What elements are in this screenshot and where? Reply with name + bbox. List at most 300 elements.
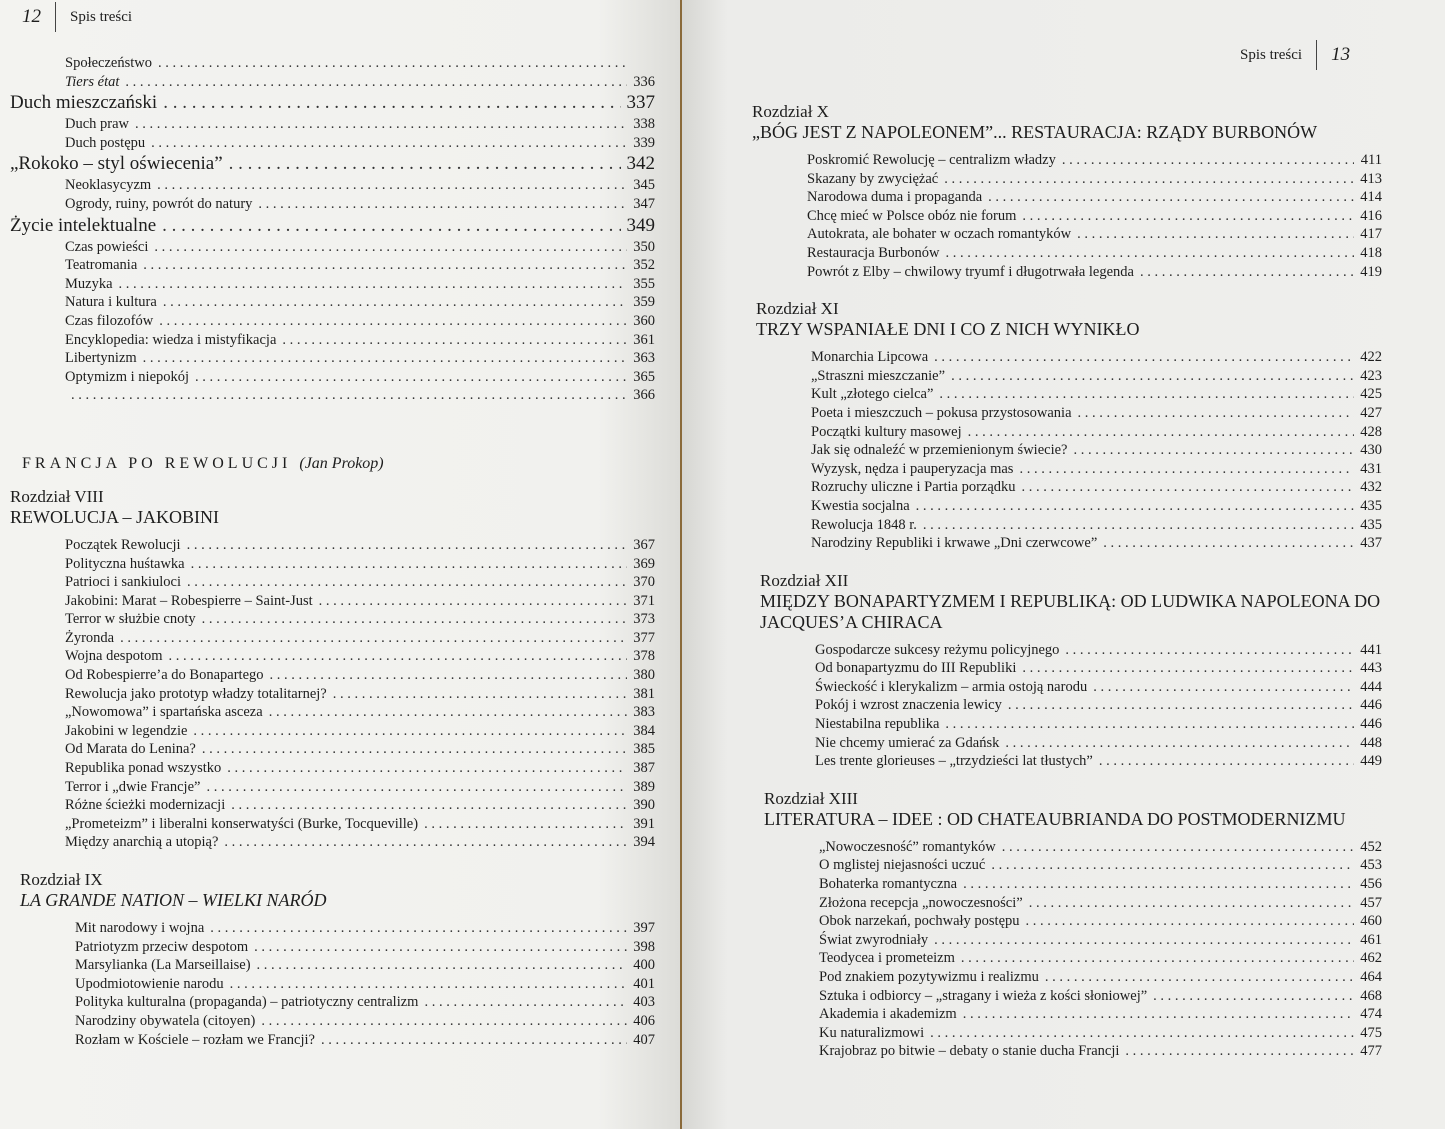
part-author: (Jan Prokop) xyxy=(299,454,384,472)
toc-entry-page: 349 xyxy=(626,214,655,236)
chapter-block xyxy=(764,789,1382,1061)
toc-entry-page: 342 xyxy=(626,153,655,175)
toc-entry-title: Tiers état xyxy=(65,73,120,90)
toc-entry-page: 345 xyxy=(633,177,655,194)
toc-entry-page: 383 xyxy=(633,704,655,721)
toc-entry-title: Nie chcemy umierać za Gdańsk xyxy=(815,734,1000,751)
toc-entry-title: Muzyka xyxy=(65,275,113,292)
toc-dot-leader xyxy=(1029,894,1354,913)
toc-entry-page: 397 xyxy=(633,920,655,936)
toc-entry-page: 367 xyxy=(633,536,655,553)
toc-entry-page: 373 xyxy=(633,611,655,628)
toc-entry-title: Obok narzekań, pochwały postępu xyxy=(819,913,1020,930)
toc-entry-title: Rozłam w Kościele – rozłam we Francji? xyxy=(75,1031,315,1048)
toc-dot-leader xyxy=(159,312,627,331)
toc-dot-leader xyxy=(934,348,1354,367)
toc-dot-leader xyxy=(944,170,1354,189)
toc-entry-title: Akademia i akademizm xyxy=(819,1006,957,1023)
toc-entry-page: 460 xyxy=(1360,913,1382,930)
toc-dot-leader xyxy=(1045,968,1354,987)
toc-entry-page: 444 xyxy=(1360,678,1382,695)
toc-entry-title: Restauracja Burbonów xyxy=(807,244,940,261)
toc-entry-title: Polityka kulturalna (propaganda) – patriotyczny centralizm xyxy=(75,994,419,1011)
toc-entry-title: Od bonapartyzmu do III Republiki xyxy=(815,660,1017,677)
toc-entry-title: Natura i kultura xyxy=(65,294,157,311)
toc-dot-leader xyxy=(1078,404,1354,423)
toc-entry-title: Pod znakiem pozytywizmu i realizmu xyxy=(819,969,1039,985)
chapter-title: REWOLUCJA – JAKOBINI xyxy=(10,506,219,527)
toc-dot-leader xyxy=(1022,659,1354,678)
toc-entry xyxy=(20,975,655,994)
toc-dot-leader xyxy=(119,275,627,294)
toc-entry xyxy=(10,386,655,405)
toc-entry-title: Sztuka i odbiorcy – „stragany i wieża z kości słoniowej” xyxy=(819,987,1148,1004)
toc-entry xyxy=(764,856,1382,875)
toc-dot-leader xyxy=(270,666,627,685)
toc-entry-page: 377 xyxy=(633,629,655,646)
toc-entry xyxy=(752,151,1382,170)
toc-entry xyxy=(10,73,655,92)
toc-entry-title: Duch postępu xyxy=(65,134,146,151)
toc-entry-title: Czas filozofów xyxy=(65,312,154,329)
toc-dot-leader xyxy=(333,685,627,704)
toc-entry-title: Początek Rewolucji xyxy=(65,536,181,553)
chapter-label: Rozdział XIII xyxy=(764,788,858,808)
toc-dot-leader xyxy=(206,778,627,797)
toc-entry-page: 378 xyxy=(633,648,655,665)
toc-dot-leader xyxy=(1005,734,1354,753)
toc-entry xyxy=(756,497,1382,516)
toc-entry-page: 360 xyxy=(633,312,655,329)
toc-dot-leader xyxy=(254,938,627,957)
chapter-block xyxy=(752,102,1382,281)
toc-entry-title: Ogrody, ruiny, powrót do natury xyxy=(65,195,253,212)
toc-entry-page: 371 xyxy=(633,592,655,609)
toc-entry-title: Teodycea i prometeizm xyxy=(819,950,955,967)
toc-entry-title: Społeczeństwo xyxy=(65,55,152,71)
toc-entry-page: 369 xyxy=(633,555,655,572)
toc-dot-leader xyxy=(202,740,627,759)
toc-entry-page: 352 xyxy=(633,257,655,274)
toc-entry xyxy=(10,331,655,350)
chapter-entries xyxy=(20,919,655,1049)
toc-dot-leader xyxy=(143,256,627,275)
toc-entry xyxy=(760,678,1382,697)
toc-entry xyxy=(764,912,1382,931)
toc-entry xyxy=(756,460,1382,479)
toc-dot-leader xyxy=(988,188,1354,207)
right-toc-column xyxy=(752,92,1382,1079)
toc-entry-title: Narodowa duma i propaganda xyxy=(807,189,983,206)
toc-dot-leader xyxy=(210,919,627,938)
toc-entry xyxy=(10,91,655,115)
toc-entry-page: 385 xyxy=(633,741,655,758)
toc-entry-page: 449 xyxy=(1360,753,1382,770)
toc-entry-title: Świeckość i klerykalizm – armia ostoją narodu xyxy=(815,678,1088,695)
toc-dot-leader xyxy=(163,91,620,115)
toc-entry xyxy=(760,734,1382,753)
right-page xyxy=(682,0,1445,1129)
toc-dot-leader xyxy=(191,555,627,574)
toc-dot-leader xyxy=(125,73,627,92)
toc-entry xyxy=(10,815,655,834)
toc-entry xyxy=(764,987,1382,1006)
chapter-label: Rozdział XI xyxy=(756,299,839,319)
toc-entry-page: 384 xyxy=(633,722,655,739)
toc-entry-page: 350 xyxy=(633,238,655,255)
toc-entry xyxy=(10,833,655,852)
toc-entry xyxy=(756,478,1382,497)
toc-dot-leader xyxy=(1065,641,1354,660)
toc-entry-title: Monarchia Lipcowa xyxy=(811,349,929,366)
toc-dot-leader xyxy=(923,516,1354,535)
toc-dot-leader xyxy=(961,949,1354,968)
toc-entry-page: 398 xyxy=(633,938,655,955)
toc-entry-title: Wyzysk, nędza i pauperyzacja mas xyxy=(811,460,1014,477)
toc-entry-title: „Straszni mieszczanie” xyxy=(811,367,946,384)
toc-entry-page: 338 xyxy=(633,116,655,133)
toc-dot-leader xyxy=(424,993,627,1012)
toc-entry xyxy=(10,275,655,294)
toc-entry-title: „Prometeizm” i liberalni konserwatyści (Burke, Tocqueville) xyxy=(65,815,419,832)
toc-dot-leader xyxy=(193,722,627,741)
toc-entry xyxy=(752,244,1382,263)
toc-dot-leader xyxy=(135,115,627,134)
toc-entry-page: 339 xyxy=(633,134,655,151)
toc-entry xyxy=(10,152,655,176)
chapter-title: LITERATURA – IDEE : OD CHATEAUBRIANDA DO POSTMODERNIZMU xyxy=(764,808,1346,829)
toc-entry-page: 394 xyxy=(633,834,655,851)
toc-entry-page: 468 xyxy=(1360,987,1382,1004)
toc-entry-title: „Rokoko – styl oświecenia” xyxy=(10,153,223,175)
chapter-block xyxy=(756,299,1382,553)
toc-entry-title: Życie intelektualne xyxy=(10,214,157,236)
toc-entry-title: Marsylianka (La Marseillaise) xyxy=(75,957,251,974)
toc-entry-page: 422 xyxy=(1360,349,1382,366)
toc-dot-leader xyxy=(163,293,627,312)
toc-entry-title: Libertynizm xyxy=(65,350,137,367)
toc-dot-leader xyxy=(968,423,1354,442)
toc-dot-leader xyxy=(230,975,627,994)
toc-entry-title: Upodmiotowienie narodu xyxy=(75,975,224,992)
toc-entry-page: 401 xyxy=(633,975,655,992)
toc-entry-page: 413 xyxy=(1360,170,1382,187)
toc-entry-page: 336 xyxy=(633,73,655,90)
toc-dot-leader xyxy=(1073,441,1354,460)
toc-entry-page: 452 xyxy=(1360,838,1382,855)
toc-entry xyxy=(10,256,655,275)
toc-entry-title: Skazany by zwyciężać xyxy=(807,170,939,187)
toc-entry xyxy=(10,293,655,312)
toc-entry-title: Poeta i mieszczuch – pokusa przystosowania xyxy=(811,404,1072,421)
toc-dot-leader xyxy=(319,592,627,611)
toc-entry xyxy=(10,115,655,134)
toc-dot-leader xyxy=(158,54,627,73)
toc-dot-leader xyxy=(1022,207,1354,226)
toc-entry-page: 446 xyxy=(1360,697,1382,714)
toc-entry-title: Krajobraz po bitwie – debaty o stanie ducha Francji xyxy=(819,1043,1120,1060)
toc-entry xyxy=(752,188,1382,207)
toc-entry-title: Żyronda xyxy=(65,629,115,646)
chapter-entries xyxy=(760,641,1382,771)
toc-entry-title: Autokrata, ale bohater w oczach romantyków xyxy=(807,226,1072,243)
toc-entry-page: 428 xyxy=(1360,423,1382,440)
chapter-title: LA GRANDE NATION – WIELKI NARÓD xyxy=(20,890,327,910)
toc-entry-page: 464 xyxy=(1360,969,1382,985)
toc-dot-leader xyxy=(1140,263,1354,282)
toc-entry xyxy=(756,441,1382,460)
toc-entry xyxy=(10,666,655,685)
toc-dot-leader xyxy=(154,238,627,257)
toc-entry-title: Republika ponad wszystko xyxy=(65,760,222,777)
toc-entry xyxy=(764,968,1382,987)
toc-entry-page: 347 xyxy=(633,195,655,212)
toc-entry xyxy=(764,875,1382,894)
toc-entry-title: Początki kultury masowej xyxy=(811,423,962,440)
toc-entry-title: Teatromania xyxy=(65,257,138,274)
toc-entry-title: Różne ścieżki modernizacji xyxy=(65,797,226,814)
toc-entry-page: 425 xyxy=(1360,386,1382,403)
toc-dot-leader xyxy=(195,368,627,387)
toc-entry xyxy=(10,573,655,592)
toc-dot-leader xyxy=(1002,838,1354,857)
toc-entry-title: Między anarchią a utopią? xyxy=(65,834,219,851)
chapter-entries xyxy=(752,151,1382,281)
left-page-number: 12 xyxy=(22,6,41,27)
toc-dot-leader xyxy=(169,647,628,666)
toc-entry-page: 443 xyxy=(1360,660,1382,677)
toc-dot-leader xyxy=(991,856,1354,875)
toc-entry-title: Jakobini w legendzie xyxy=(65,722,188,739)
toc-dot-leader xyxy=(1022,478,1354,497)
right-running-head: Spis treści xyxy=(1240,46,1303,63)
toc-entry xyxy=(10,368,655,387)
toc-dot-leader xyxy=(951,367,1354,386)
toc-entry xyxy=(764,1042,1382,1061)
toc-entry xyxy=(752,263,1382,282)
toc-dot-leader xyxy=(231,796,627,815)
toc-entry xyxy=(756,423,1382,442)
toc-entry xyxy=(10,778,655,797)
toc-dot-leader xyxy=(1093,678,1354,697)
toc-entry-page: 441 xyxy=(1360,641,1382,658)
chapter-block xyxy=(760,571,1382,771)
toc-dot-leader xyxy=(1062,151,1354,170)
toc-dot-leader xyxy=(930,1024,1354,1043)
chapter-title: „BÓG JEST Z NAPOLEONEM”... RESTAURACJA: RZĄDY BURBONÓW xyxy=(752,122,1318,142)
toc-entry xyxy=(10,134,655,153)
toc-entry-title: Rewolucja jako prototyp władzy totalitarnej? xyxy=(65,685,327,702)
toc-dot-leader xyxy=(157,176,627,195)
toc-entry-page: 406 xyxy=(633,1012,655,1029)
toc-entry xyxy=(10,195,655,214)
toc-entry xyxy=(10,312,655,331)
left-toc-column xyxy=(10,54,655,1067)
chapter-label: Rozdział XII xyxy=(760,570,849,590)
toc-entry-page: 432 xyxy=(1360,479,1382,496)
toc-entry-page: 363 xyxy=(633,350,655,367)
toc-entry-title: Ku naturalizmowi xyxy=(819,1024,925,1041)
toc-entry-title: Les trente glorieuses – „trzydzieści lat tłustych” xyxy=(815,753,1093,770)
toc-entry xyxy=(760,715,1382,734)
toc-entry-title: Mit narodowy i wojna xyxy=(75,920,205,936)
toc-entry-page: 461 xyxy=(1360,931,1382,948)
toc-entry xyxy=(10,647,655,666)
toc-entry-page: 437 xyxy=(1360,535,1382,552)
toc-entry-title: Encyklopedia: wiedza i mistyfikacja xyxy=(65,331,277,348)
toc-entry-page: 361 xyxy=(633,331,655,348)
toc-dot-leader xyxy=(945,244,1354,263)
toc-entry-title: Od Marata do Lenina? xyxy=(65,741,196,758)
toc-entry xyxy=(756,367,1382,386)
toc-entry-title: Polityczna huśtawka xyxy=(65,555,185,572)
toc-entry-page: 419 xyxy=(1360,263,1382,280)
toc-entry xyxy=(764,838,1382,857)
toc-entry-page: 355 xyxy=(633,275,655,292)
toc-entry-title: Świat zwyrodniały xyxy=(819,931,929,948)
toc-entry-title: Duch mieszczański xyxy=(10,92,158,114)
toc-dot-leader xyxy=(187,573,627,592)
toc-entry-title: „Nowomowa” i spartańska asceza xyxy=(65,704,263,721)
toc-entry xyxy=(10,685,655,704)
toc-entry-title: Duch praw xyxy=(65,116,130,133)
toc-entry xyxy=(756,404,1382,423)
toc-entry xyxy=(10,703,655,722)
toc-entry-title: Od Robespierre’a do Bonapartego xyxy=(65,667,264,684)
toc-entry xyxy=(20,919,655,938)
toc-dot-leader xyxy=(916,497,1354,516)
header-divider xyxy=(55,2,56,32)
toc-entry-page: 411 xyxy=(1360,152,1382,168)
toc-entry xyxy=(10,796,655,815)
toc-entry-page: 435 xyxy=(1360,497,1382,514)
toc-entry-page: 477 xyxy=(1360,1043,1382,1060)
toc-dot-leader xyxy=(269,703,627,722)
toc-entry-page: 337 xyxy=(626,92,655,114)
toc-entry xyxy=(10,610,655,629)
chapter-block xyxy=(20,870,655,1049)
toc-dot-leader xyxy=(261,1012,627,1031)
toc-entry-page: 462 xyxy=(1360,950,1382,967)
toc-dot-leader xyxy=(963,1005,1354,1024)
toc-entry xyxy=(760,641,1382,660)
toc-entry-page: 380 xyxy=(633,667,655,684)
left-running-head: Spis treści xyxy=(70,8,133,25)
toc-entry-page: 370 xyxy=(633,574,655,591)
toc-entry-title: Gospodarcze sukcesy reżymu policyjnego xyxy=(815,641,1060,658)
toc-entry-page: 387 xyxy=(633,760,655,777)
header-divider xyxy=(1316,40,1317,70)
toc-entry xyxy=(10,759,655,778)
toc-dot-leader xyxy=(227,759,627,778)
toc-entry-page: 391 xyxy=(633,815,655,832)
toc-dot-leader xyxy=(257,956,627,975)
toc-entry xyxy=(756,534,1382,553)
toc-entry-page: 448 xyxy=(1360,734,1382,751)
toc-dot-leader xyxy=(120,629,627,648)
toc-dot-leader xyxy=(424,815,627,834)
toc-dot-leader xyxy=(282,331,627,350)
chapter-label: Rozdział IX xyxy=(20,870,103,889)
toc-entry xyxy=(10,536,655,555)
toc-entry xyxy=(760,752,1382,771)
chapter-entries xyxy=(764,838,1382,1061)
toc-dot-leader xyxy=(162,214,620,238)
toc-entry xyxy=(764,1024,1382,1043)
toc-dot-leader xyxy=(939,385,1354,404)
toc-entry xyxy=(752,225,1382,244)
toc-entry-title: Chcę mieć w Polsce obóz nie forum xyxy=(807,207,1017,224)
toc-entry-title: Narodziny obywatela (citoyen) xyxy=(75,1012,256,1029)
toc-entry-page: 475 xyxy=(1360,1024,1382,1041)
toc-entry-page: 414 xyxy=(1360,189,1382,206)
toc-entry-title: Bohaterka romantyczna xyxy=(819,876,958,893)
toc-entry xyxy=(20,1012,655,1031)
toc-entry xyxy=(20,938,655,957)
toc-entry-page: 427 xyxy=(1360,404,1382,421)
toc-dot-leader xyxy=(258,195,627,214)
toc-entry xyxy=(756,516,1382,535)
toc-entry-title: Narodziny Republiki i krwawe „Dni czerwcowe” xyxy=(811,535,1098,552)
toc-entry xyxy=(10,740,655,759)
toc-entry-title: Poskromić Rewolucję – centralizm władzy xyxy=(807,152,1056,168)
toc-entry-page: 430 xyxy=(1360,442,1382,459)
toc-entry-title: Jakobini: Marat – Robespierre – Saint-Just xyxy=(65,592,313,609)
toc-entry-page: 474 xyxy=(1360,1006,1382,1023)
toc-dot-leader xyxy=(963,875,1354,894)
toc-dot-leader xyxy=(224,833,627,852)
toc-entry-page: 417 xyxy=(1360,226,1382,243)
toc-entry xyxy=(10,238,655,257)
toc-entry-page: 456 xyxy=(1360,876,1382,893)
toc-entry xyxy=(764,931,1382,950)
toc-entry xyxy=(10,592,655,611)
toc-entry-title: Niestabilna republika xyxy=(815,716,940,733)
part-title: FRANCJA PO REWOLUCJI xyxy=(22,454,292,472)
toc-entry-page: 418 xyxy=(1360,244,1382,261)
toc-entry-page: 366 xyxy=(633,387,655,404)
toc-entry-title: Czas powieści xyxy=(65,238,149,255)
toc-entry-page: 446 xyxy=(1360,716,1382,733)
toc-entry-title: Patriotyzm przeciw despotom xyxy=(75,938,249,955)
toc-entry-page: 453 xyxy=(1360,857,1382,874)
toc-entry xyxy=(10,629,655,648)
toc-entry xyxy=(20,1031,655,1050)
toc-dot-leader xyxy=(1008,696,1354,715)
toc-entry xyxy=(10,555,655,574)
toc-entry xyxy=(752,170,1382,189)
right-page-header xyxy=(1240,40,1350,70)
toc-entry-title: Rozruchy uliczne i Partia porządku xyxy=(811,479,1016,496)
toc-dot-leader xyxy=(202,610,627,629)
toc-dot-leader xyxy=(1125,1042,1354,1061)
toc-entry-title: Terror i „dwie Francje” xyxy=(65,778,201,795)
part-heading xyxy=(22,455,655,473)
toc-entry-title: Powrót z Elby – chwilowy tryumf i długotrwała legenda xyxy=(807,263,1134,280)
chapter-title: TRZY WSPANIAŁE DNI I CO Z NICH WYNIKŁO xyxy=(756,319,1140,340)
toc-entry xyxy=(764,949,1382,968)
chapter-title: MIĘDZY BONAPARTYZMEM I REPUBLIKĄ: OD LUDWIKA NAPOLEONA DO JACQUES’A CHIRACA xyxy=(760,590,1381,632)
toc-dot-leader xyxy=(1099,752,1354,771)
toc-entry-title: Neoklasycyzm xyxy=(65,177,152,194)
toc-entry xyxy=(10,214,655,238)
toc-entry-title: Optymizm i niepokój xyxy=(65,368,190,385)
left-page xyxy=(0,0,680,1129)
toc-entry xyxy=(764,894,1382,913)
toc-entry-title: Rewolucja 1848 r. xyxy=(811,516,917,533)
toc-entry-page: 403 xyxy=(633,994,655,1011)
toc-entry xyxy=(764,1005,1382,1024)
